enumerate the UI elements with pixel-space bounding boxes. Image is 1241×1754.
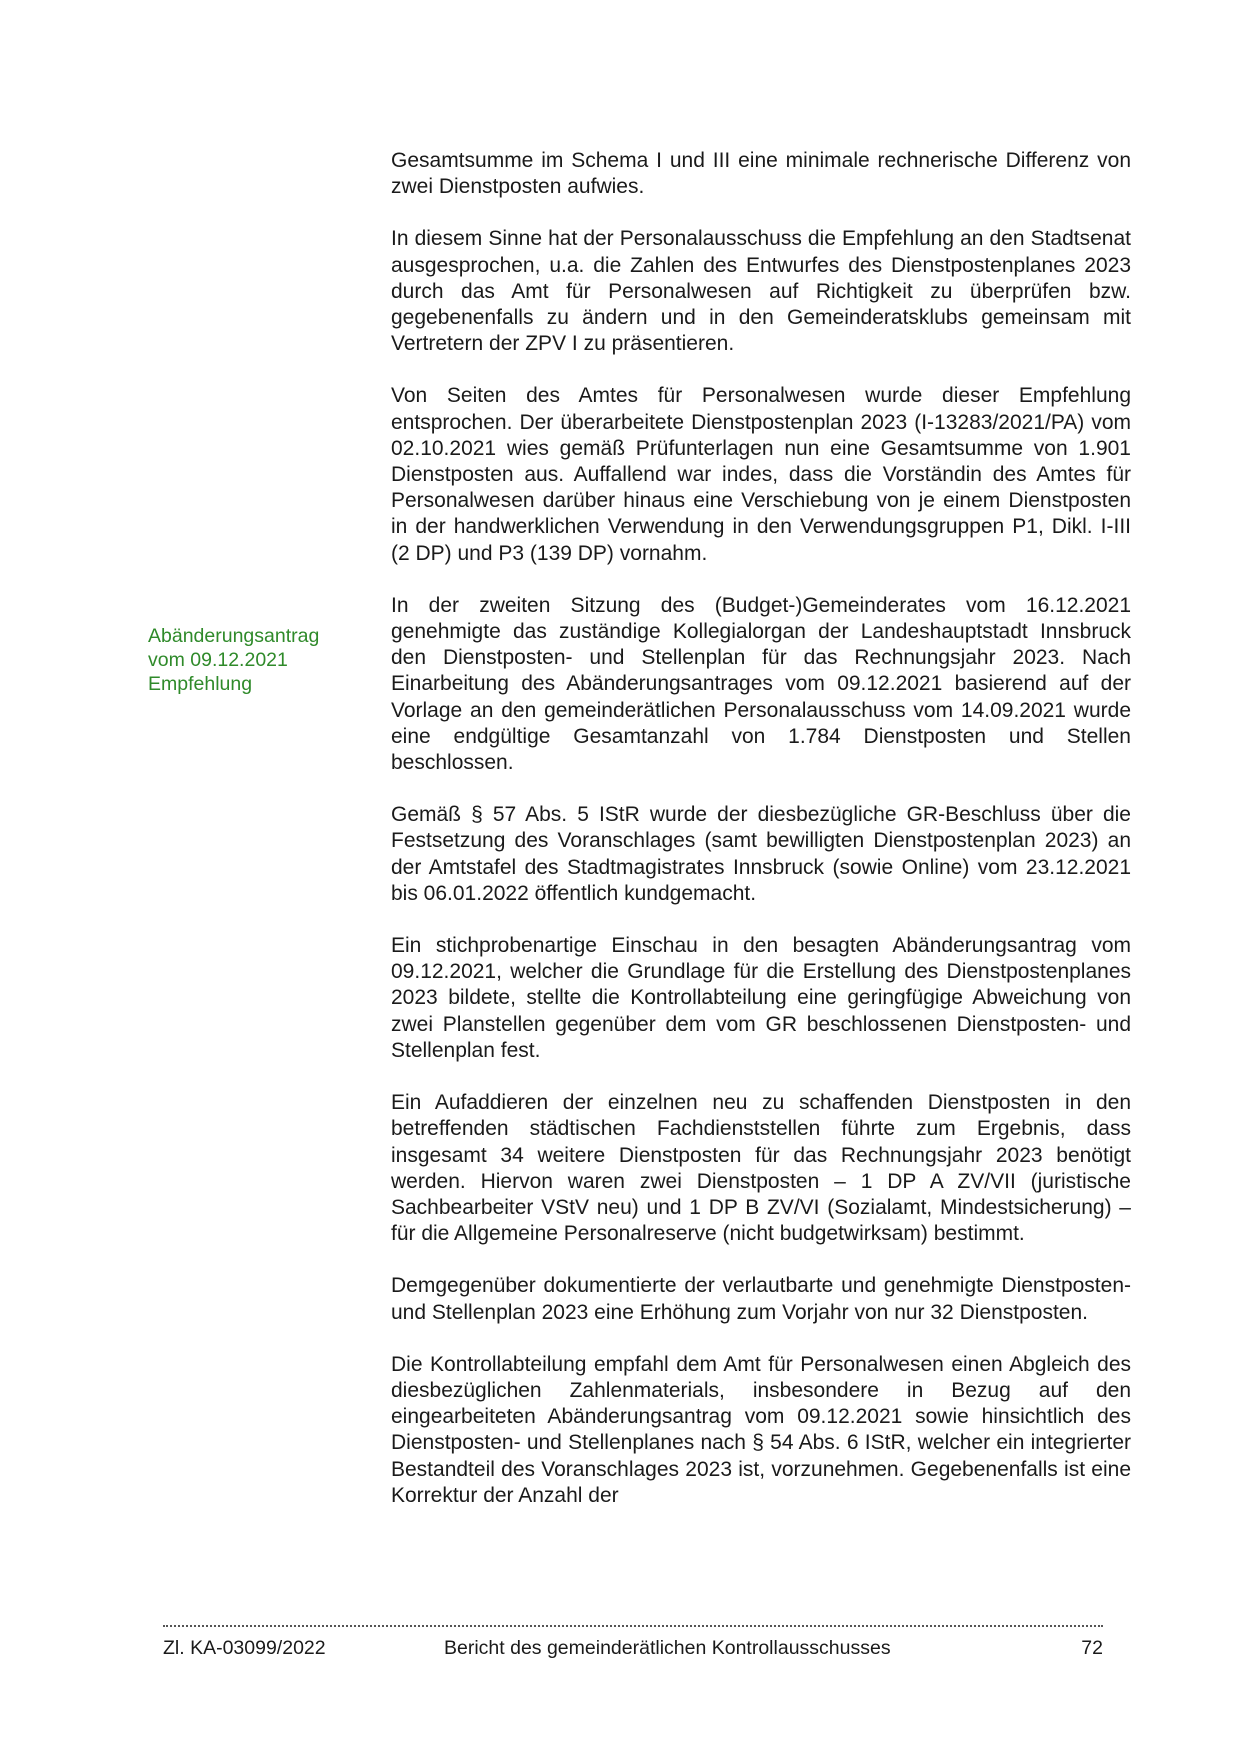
- margin-note: [148, 624, 368, 696]
- footer-divider: [163, 1625, 1103, 1627]
- document-reference: Zl. KA-03099/2022: [163, 1637, 326, 1659]
- body-text: [391, 148, 1131, 1535]
- paragraph: Gesamtsumme im Schema I und III eine minimale rechnerische Differenz von zwei Dienstposten aufwies.: [391, 149, 1131, 199]
- paragraph: Ein stichprobenartige Einschau in den besagten Abänderungsantrag vom 09.12.2021, welcher die Grundlage für die Erstellung des Dienstpostenplanes 2023 bildete, stellte die Kontrollabteilung eine geringfügige Abweichung von zwei Planstellen gegenüber dem vom GR beschlossenen Dienstposten- und Stellenplan fest.: [391, 934, 1131, 1062]
- paragraph: In diesem Sinne hat der Personalausschuss die Empfehlung an den Stadtsenat ausgesprochen, u.a. die Zahlen des Entwurfes des Dienstpostenplanes 2023 durch das Amt für Personalwesen auf Richtigkeit zu überprüfen bzw. gegebenenfalls zu ändern und in den Gemeinderatsklubs gemeinsam mit Vertretern der ZPV I zu präsentieren.: [391, 227, 1131, 356]
- paragraph: Die Kontrollabteilung empfahl dem Amt für Personalwesen einen Abgleich des diesbezüglichen Zahlenmaterials, insbesondere in Bezug auf den eingearbeiteten Abänderungsantrag vom 09.12.2021 sowie hinsichtlich des Dienstposten- und Stellenplanes nach § 54 Abs. 6 IStR, welcher ein integrierter Bestandteil des Voranschlages 2023 ist, vorzunehmen. Gegebenenfalls ist eine Korrektur der Anzahl der: [391, 1352, 1131, 1507]
- paragraph: Gemäß § 57 Abs. 5 IStR wurde der diesbezügliche GR-Beschluss über die Festsetzung des Voranschlages (samt bewilligten Dienstpostenplan 2023) an der Amtstafel des Stadtmagistrates Innsbruck (sowie Online) vom 23.12.2021 bis 06.01.2022 öffentlich kundgemacht.: [391, 803, 1131, 905]
- report-title: Bericht des gemeinderätlichen Kontrollausschusses: [444, 1637, 891, 1659]
- margin-note-line: Abänderungsantrag: [148, 625, 320, 647]
- paragraph: Von Seiten des Amtes für Personalwesen wurde dieser Empfehlung entsprochen. Der überarbeitete Dienstpostenplan 2023 (I-13283/2021/PA) vom 02.10.2021 wies gemäß Prüfunterlagen nun eine Gesamtsumme von 1.901 Dienstposten aus. Auffallend war indes, dass die Vorständin des Amtes für Personalwesen darüber hinaus eine Verschiebung von je einem Dienstposten in der handwerklichen Verwendung in den Verwendungsgruppen P1, Dikl. I-III (2 DP) und P3 (139 DP) vornahm.: [391, 384, 1131, 565]
- margin-note-line: Empfehlung: [148, 673, 253, 695]
- page-number: 72: [1081, 1637, 1103, 1659]
- paragraph: Demgegenüber dokumentierte der verlautbarte und genehmigte Dienstposten- und Stellenplan 2023 eine Erhöhung zum Vorjahr von nur 32 Dienstposten.: [391, 1274, 1131, 1324]
- page-footer: [163, 1635, 1103, 1661]
- paragraph: In der zweiten Sitzung des (Budget-)Gemeinderates vom 16.12.2021 genehmigte das zuständige Kollegialorgan der Landeshauptstadt Innsbruck den Dienstposten- und Stellenplan für das Rechnungsjahr 2023. Nach Einarbeitung des Abänderungsantrages vom 09.12.2021 basierend auf der Vorlage an den gemeinderätlichen Personalausschuss vom 14.09.2021 wurde eine endgültige Gesamtanzahl von 1.784 Dienstposten und Stellen beschlossen.: [391, 593, 1131, 775]
- paragraph: Ein Aufaddieren der einzelnen neu zu schaffenden Dienstposten in den betreffenden städtischen Fachdienststellen führte zum Ergebnis, dass insgesamt 34 weitere Dienstposten für das Rechnungsjahr 2023 benötigt werden. Hiervon waren zwei Dienstposten – 1 DP A ZV/VII (juristische Sachbearbeiter VStV neu) und 1 DP B ZV/VI (Sozialamt, Mindestsicherung) – für die Allgemeine Personalreserve (nicht budgetwirksam) bestimmt.: [391, 1091, 1131, 1246]
- margin-note-line: vom 09.12.2021: [148, 649, 288, 671]
